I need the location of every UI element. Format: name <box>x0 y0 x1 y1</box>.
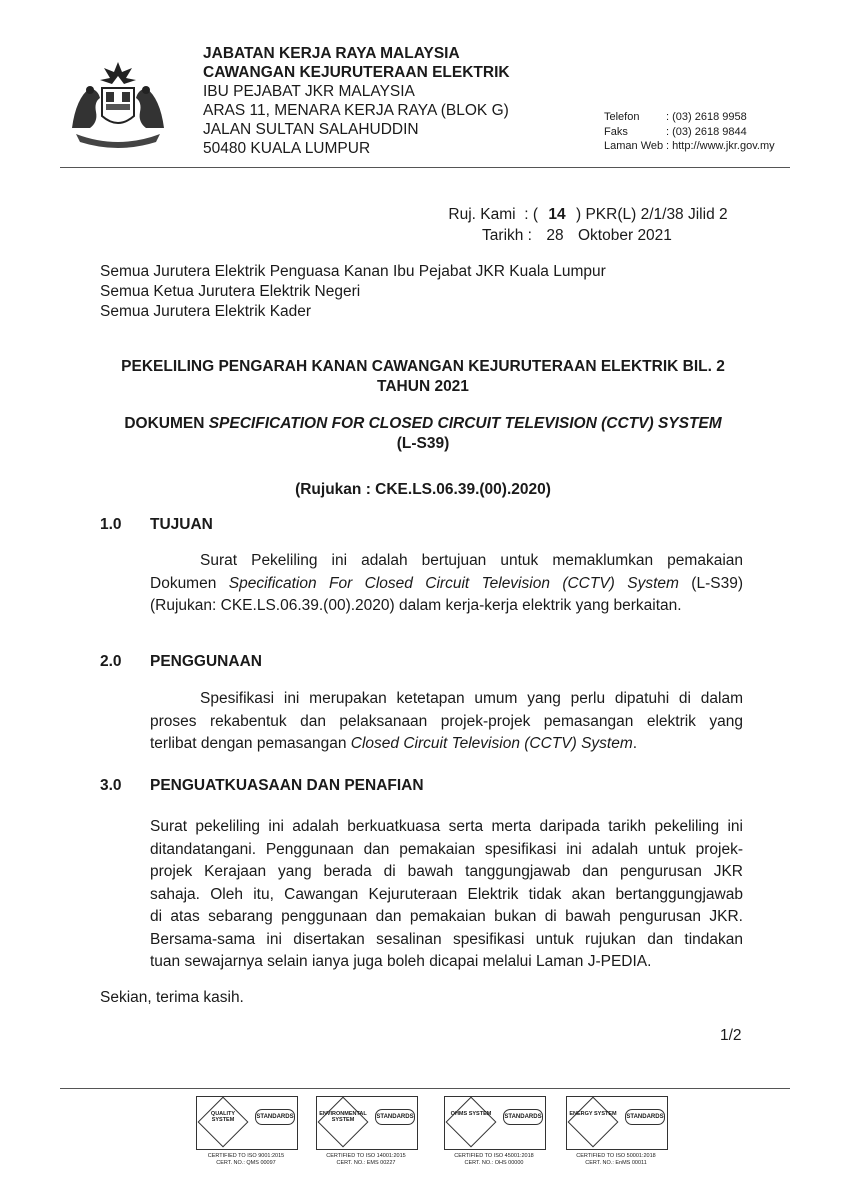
section-title: PENGGUNAAN <box>150 653 262 670</box>
section-2-paragraph <box>150 688 743 756</box>
certification-mark-icon <box>568 1097 619 1148</box>
date-day: 28 <box>546 227 564 244</box>
fax-value: : (03) 2618 9844 <box>666 125 747 138</box>
certification-number: CERT. NO.: OHS 00000 <box>464 1160 524 1166</box>
address-line: IBU PEJABAT JKR MALAYSIA <box>203 83 415 100</box>
certification-number: CERT. NO.: QMS 00097 <box>216 1160 276 1166</box>
badge-label: ENVIRONMENTAL SYSTEM <box>319 1111 367 1123</box>
recipient-line: Semua Jurutera Elektrik Penguasa Kanan Ibu Pejabat JKR Kuala Lumpur <box>100 263 606 280</box>
badge-label: OHMS SYSTEM <box>450 1111 492 1117</box>
date-label: Tarikh : <box>482 227 532 244</box>
standards-logo: STANDARDS <box>503 1109 543 1125</box>
section-title: TUJUAN <box>150 516 213 533</box>
paragraph-line <box>150 573 743 596</box>
paragraph-line: sahaja. Oleh itu, Cawangan Kejuruteraan Elektrik tidak akan bertanggungjawab <box>150 885 743 903</box>
document-title-prefix: DOKUMEN <box>124 415 209 432</box>
certification-standard: CERTIFIED TO ISO 14001:2015 <box>326 1153 406 1159</box>
website-label: Laman Web <box>604 140 664 152</box>
contact-block <box>604 110 775 154</box>
reference-number: 14 <box>548 206 566 223</box>
section-number: 3.0 <box>100 777 122 794</box>
certification-standard: CERTIFIED TO ISO 50001:2018 <box>576 1153 656 1159</box>
org-branch: CAWANGAN KEJURUTERAAN ELEKTRIK <box>203 64 510 81</box>
section-number: 2.0 <box>100 653 122 670</box>
paragraph-line: Spesifikasi ini merupakan ketetapan umum yang perlu dipatuhi di dalam <box>200 690 743 707</box>
recipient-line: Semua Ketua Jurutera Elektrik Negeri <box>100 283 361 300</box>
badge-label: QUALITY SYSTEM <box>210 1111 236 1123</box>
certification-number: CERT. NO.: EMS 00227 <box>336 1160 396 1166</box>
text-run: Dokumen <box>150 574 229 592</box>
reference-block <box>440 204 728 246</box>
standards-logo: STANDARDS <box>625 1109 665 1125</box>
telephone-value: : (03) 2618 9958 <box>666 111 747 123</box>
letterhead-divider <box>60 167 790 168</box>
certification-standard: CERTIFIED TO ISO 9001:2015 <box>207 1153 285 1159</box>
section-title: PENGUATKUASAAN DAN PENAFIAN <box>150 777 424 794</box>
paragraph-line: projek Kerajaan yang berada di bawah tanggungjawab dan pengurusan JKR <box>150 863 743 880</box>
circular-title-line: TAHUN 2021 <box>377 378 469 395</box>
coat-of-arms-logo <box>62 58 174 150</box>
certification-badge-ohms <box>444 1096 546 1150</box>
footer-divider <box>60 1088 790 1089</box>
paragraph-line: (Rujukan: CKE.LS.06.39.(00).2020) dalam kerja-kerja elektrik yang berkaitan. <box>150 597 682 614</box>
page-number: 1/2 <box>720 1027 742 1044</box>
section-1-heading <box>100 516 213 534</box>
circular-title <box>90 357 756 397</box>
certification-number: CERT. NO.: EnMS 00011 <box>585 1160 647 1166</box>
certification-badge-environmental <box>316 1096 418 1150</box>
certification-caption <box>316 1153 416 1167</box>
certification-standard: CERTIFIED TO ISO 45001:2018 <box>454 1153 534 1159</box>
italic-text-run: Specification For Closed Circuit Television (CCTV) System <box>228 574 679 592</box>
standards-logo: STANDARDS <box>255 1109 295 1125</box>
paragraph-line: ditandatangani. Penggunaan dan pemakaian spesifikasi ini adalah untuk projek- <box>150 840 743 858</box>
paragraph-line: tuan sewajarnya selain ianya juga boleh dicapai melalui Laman J-PEDIA. <box>150 953 652 970</box>
telephone-label: Telefon <box>604 111 640 123</box>
recipients-list <box>100 262 606 322</box>
certification-mark-icon <box>446 1097 497 1148</box>
certification-caption <box>196 1153 296 1167</box>
reference-code: ) PKR(L) 2/1/38 Jilid 2 <box>576 206 728 223</box>
circular-title-line: PEKELILING PENGARAH KANAN CAWANGAN KEJURUTERAAN ELEKTRIK BIL. 2 <box>121 358 725 375</box>
address-line: ARAS 11, MENARA KERJA RAYA (BLOK G) <box>203 102 509 119</box>
letterhead-organisation <box>203 44 510 158</box>
section-3-paragraph <box>150 816 743 974</box>
date-month-year: Oktober 2021 <box>578 227 672 244</box>
document-code: (L-S39) <box>396 435 450 452</box>
text-run: . <box>632 735 638 752</box>
website-link[interactable]: : http://www.jkr.gov.my <box>666 140 775 152</box>
section-2-heading <box>100 653 262 671</box>
document-reference: (Rujukan : CKE.LS.06.39.(00).2020) <box>295 481 551 498</box>
closing-line: Sekian, terima kasih. <box>100 989 244 1006</box>
fax-label: Faks <box>604 125 628 138</box>
org-name: JABATAN KERJA RAYA MALAYSIA <box>203 45 460 62</box>
certification-badge-energy <box>566 1096 668 1150</box>
recipient-line: Semua Jurutera Elektrik Kader <box>100 303 312 320</box>
document-title <box>90 414 756 454</box>
paragraph-line: di atas sebarang penggunaan dan pemakaian bukan di bawah pengurusan JKR. <box>150 908 743 925</box>
paragraph-line: Surat Pekeliling ini adalah bertujuan untuk memaklumkan pemakaian <box>200 552 743 569</box>
section-1-paragraph <box>150 550 743 618</box>
address-line: JALAN SULTAN SALAHUDDIN <box>203 121 419 138</box>
section-3-heading <box>100 777 424 795</box>
paragraph-line: Surat pekeliling ini adalah berkuatkuasa serta merta daripada tarikh pekeliling ini <box>150 818 743 835</box>
reference-label: Ruj. Kami : ( <box>448 206 538 223</box>
certification-caption <box>444 1153 544 1167</box>
badge-label: ENERGY SYSTEM <box>569 1111 617 1117</box>
section-number: 1.0 <box>100 516 122 533</box>
certification-badge-quality <box>196 1096 298 1150</box>
address-line: 50480 KUALA LUMPUR <box>203 140 371 157</box>
text-run: (L-S39) <box>678 574 743 592</box>
paragraph-line: proses rekabentuk dan pelaksanaan projek-projek pemasangan elektrik yang <box>150 712 743 730</box>
text-run: terlibat dengan pemasangan <box>150 735 351 752</box>
paragraph-line: Bersama-sama ini disertakan sesalinan spesifikasi untuk rujukan dan tindakan <box>150 930 743 948</box>
standards-logo: STANDARDS <box>375 1109 415 1125</box>
certification-caption <box>566 1153 666 1167</box>
document-title-italic: SPECIFICATION FOR CLOSED CIRCUIT TELEVISION (CCTV) SYSTEM <box>208 415 722 432</box>
italic-text-run: Closed Circuit Television (CCTV) System <box>350 735 633 752</box>
paragraph-line <box>150 733 743 756</box>
